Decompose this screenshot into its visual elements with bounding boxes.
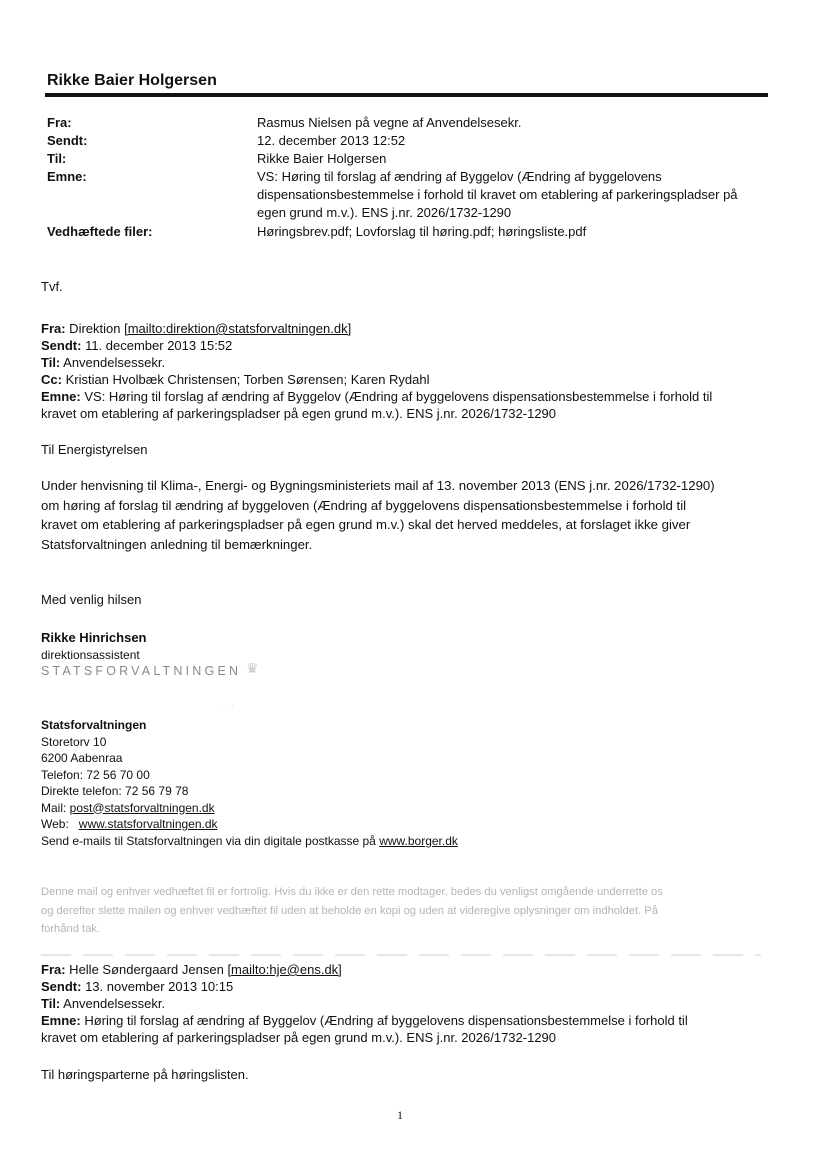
disclaimer-line1: Denne mail og enhver vedhæftet fil er fortrolig. Hvis du ikke er den rette modtager, bedes du venligst omgående underrette os bbox=[41, 886, 663, 898]
fwd2-from-mailto-link[interactable]: [mailto:hje@ens.dk] bbox=[227, 962, 342, 977]
fwd1-sent-label: Sendt: bbox=[41, 338, 82, 353]
fwd1-subject-label: Emne: bbox=[41, 389, 81, 404]
watermark-mark: ∙ ∙ ∙ bbox=[220, 700, 234, 711]
fwd2-sent-value: 13. november 2013 10:15 bbox=[81, 979, 234, 994]
letter-body-line4: Statsforvaltningen anledning til bemærkninger. bbox=[41, 536, 313, 552]
fwd1-to-value: Anvendelsessekr. bbox=[60, 355, 166, 370]
letter-closing: Med venlig hilsen bbox=[41, 592, 142, 607]
letter-body-line3: kravet om etablering af parkeringspladser på egen grund m.v.) skal det herved meddeles, at forslaget ikke giver bbox=[41, 517, 691, 532]
fwd2-sent-label: Sendt: bbox=[41, 979, 82, 994]
letter-body-line1: Under henvisning til Klima-, Energi- og Bygningsministeriets mail af 13. november 2013 (ENS j.nr. 2026/1732-1290) bbox=[41, 478, 715, 493]
forward-note: Tvf. bbox=[41, 279, 63, 294]
signature-mail-line bbox=[41, 800, 215, 817]
header-to-value: Rikke Baier Holgersen bbox=[257, 151, 387, 166]
signature-street: Storetorv 10 bbox=[41, 734, 107, 749]
signature-digital-mail-line bbox=[41, 833, 458, 850]
signature-web-line bbox=[41, 816, 218, 833]
signature-city: 6200 Aabenraa bbox=[41, 751, 123, 765]
fwd1-sent-value: 11. december 2013 15:52 bbox=[81, 338, 233, 353]
closing-line: Til høringsparterne på høringslisten. bbox=[41, 1067, 249, 1082]
statsforvaltningen-logo: STATSFORVALTNINGEN bbox=[41, 664, 242, 678]
fwd2-from-label: Fra: bbox=[41, 962, 66, 977]
fwd1-from-name: Direktion bbox=[65, 321, 125, 336]
header-subject-label: Emne: bbox=[47, 169, 87, 184]
fwd2-subject-line2: kravet om etablering af parkeringspladser på egen grund m.v.). ENS j.nr. 2026/1732-1290 bbox=[41, 1030, 557, 1045]
header-from-value: Rasmus Nielsen på vegne af Anvendelsesekr. bbox=[257, 115, 522, 130]
signature-title: direktionsassistent bbox=[41, 648, 140, 662]
header-sent-label: Sendt: bbox=[47, 133, 88, 148]
signature-org: Statsforvaltningen bbox=[41, 718, 147, 732]
fwd2-subject-text: Høring til forslag af ændring af Byggelov (Ændring af byggelovens dispensationsbestemmelse i forhold til bbox=[80, 1013, 688, 1028]
disclaimer-line3: forhånd tak. bbox=[41, 923, 101, 935]
header-divider bbox=[45, 93, 768, 97]
letter-greeting: Til Energistyrelsen bbox=[41, 442, 148, 457]
confidentiality-disclaimer bbox=[41, 883, 761, 939]
signature-send-text: Send e-mails til Statsforvaltningen via din digitale postkasse på bbox=[41, 833, 380, 848]
header-attachments-label: Vedhæftede filer: bbox=[47, 224, 153, 239]
fwd1-to-label: Til: bbox=[41, 355, 61, 370]
fwd2-from-name: Helle Søndergaard Jensen bbox=[65, 962, 228, 977]
letter-body-line2: om høring af forslag til ændring af byggeloven (Ændring af byggelovens dispensationsbestemmelse i forhold til bbox=[41, 497, 687, 513]
fwd2-to-value: Anvendelsessekr. bbox=[60, 996, 166, 1011]
header-subject-line1: VS: Høring til forslag af ændring af Byggelov (Ændring af byggelovens bbox=[257, 169, 662, 184]
crown-icon: ♛ bbox=[246, 660, 259, 676]
signature-web-link[interactable]: www.statsforvaltningen.dk bbox=[78, 817, 218, 831]
borger-link[interactable]: www.borger.dk bbox=[379, 833, 458, 848]
fwd1-from-mailto-link[interactable]: [mailto:direktion@statsforvaltningen.dk] bbox=[124, 321, 352, 336]
header-subject-line2: dispensationsbestemmelse i forhold til kravet om etablering af parkeringspladser på bbox=[257, 187, 738, 202]
fwd1-subject-line2: kravet om etablering af parkeringspladser på egen grund m.v.). ENS j.nr. 2026/1732-1290 bbox=[41, 406, 557, 421]
header-attachments-value[interactable]: Høringsbrev.pdf; Lovforslag til høring.pdf; høringsliste.pdf bbox=[257, 224, 587, 239]
separator-line bbox=[41, 954, 761, 956]
fwd1-cc-value: Kristian Hvolbæk Christensen; Torben Sørensen; Karen Rydahl bbox=[61, 372, 430, 387]
signature-mail-link[interactable]: post@statsforvaltningen.dk bbox=[69, 800, 215, 815]
mailbox-owner-name: Rikke Baier Holgersen bbox=[47, 72, 217, 89]
fwd2-subject-label: Emne: bbox=[41, 1013, 81, 1028]
disclaimer-line2: og derefter slette mailen og enhver vedhæftet fil uden at beholde en kopi og uden at videregive oplysninger om indholdet. På bbox=[41, 904, 658, 917]
fwd1-subject-text: VS: Høring til forslag af ændring af Byggelov (Ændring af byggelovens dispensationsbestemmelse i forhold til bbox=[80, 389, 713, 404]
header-to-label: Til: bbox=[47, 151, 67, 166]
signature-mail-label: Mail: bbox=[41, 800, 70, 815]
fwd1-cc-label: Cc: bbox=[41, 372, 62, 387]
fwd1-from-label: Fra: bbox=[41, 321, 66, 336]
signature-name: Rikke Hinrichsen bbox=[41, 630, 147, 645]
page-number: 1 bbox=[397, 1108, 403, 1122]
signature-web-label: Web: bbox=[41, 817, 79, 831]
header-sent-value: 12. december 2013 12:52 bbox=[257, 133, 406, 148]
header-from-label: Fra: bbox=[47, 115, 72, 130]
fwd2-to-label: Til: bbox=[41, 996, 61, 1011]
signature-phone: Telefon: 72 56 70 00 bbox=[41, 767, 150, 782]
signature-direct-phone: Direkte telefon: 72 56 79 78 bbox=[41, 784, 189, 798]
header-subject-line3: egen grund m.v.). ENS j.nr. 2026/1732-1290 bbox=[257, 205, 512, 220]
